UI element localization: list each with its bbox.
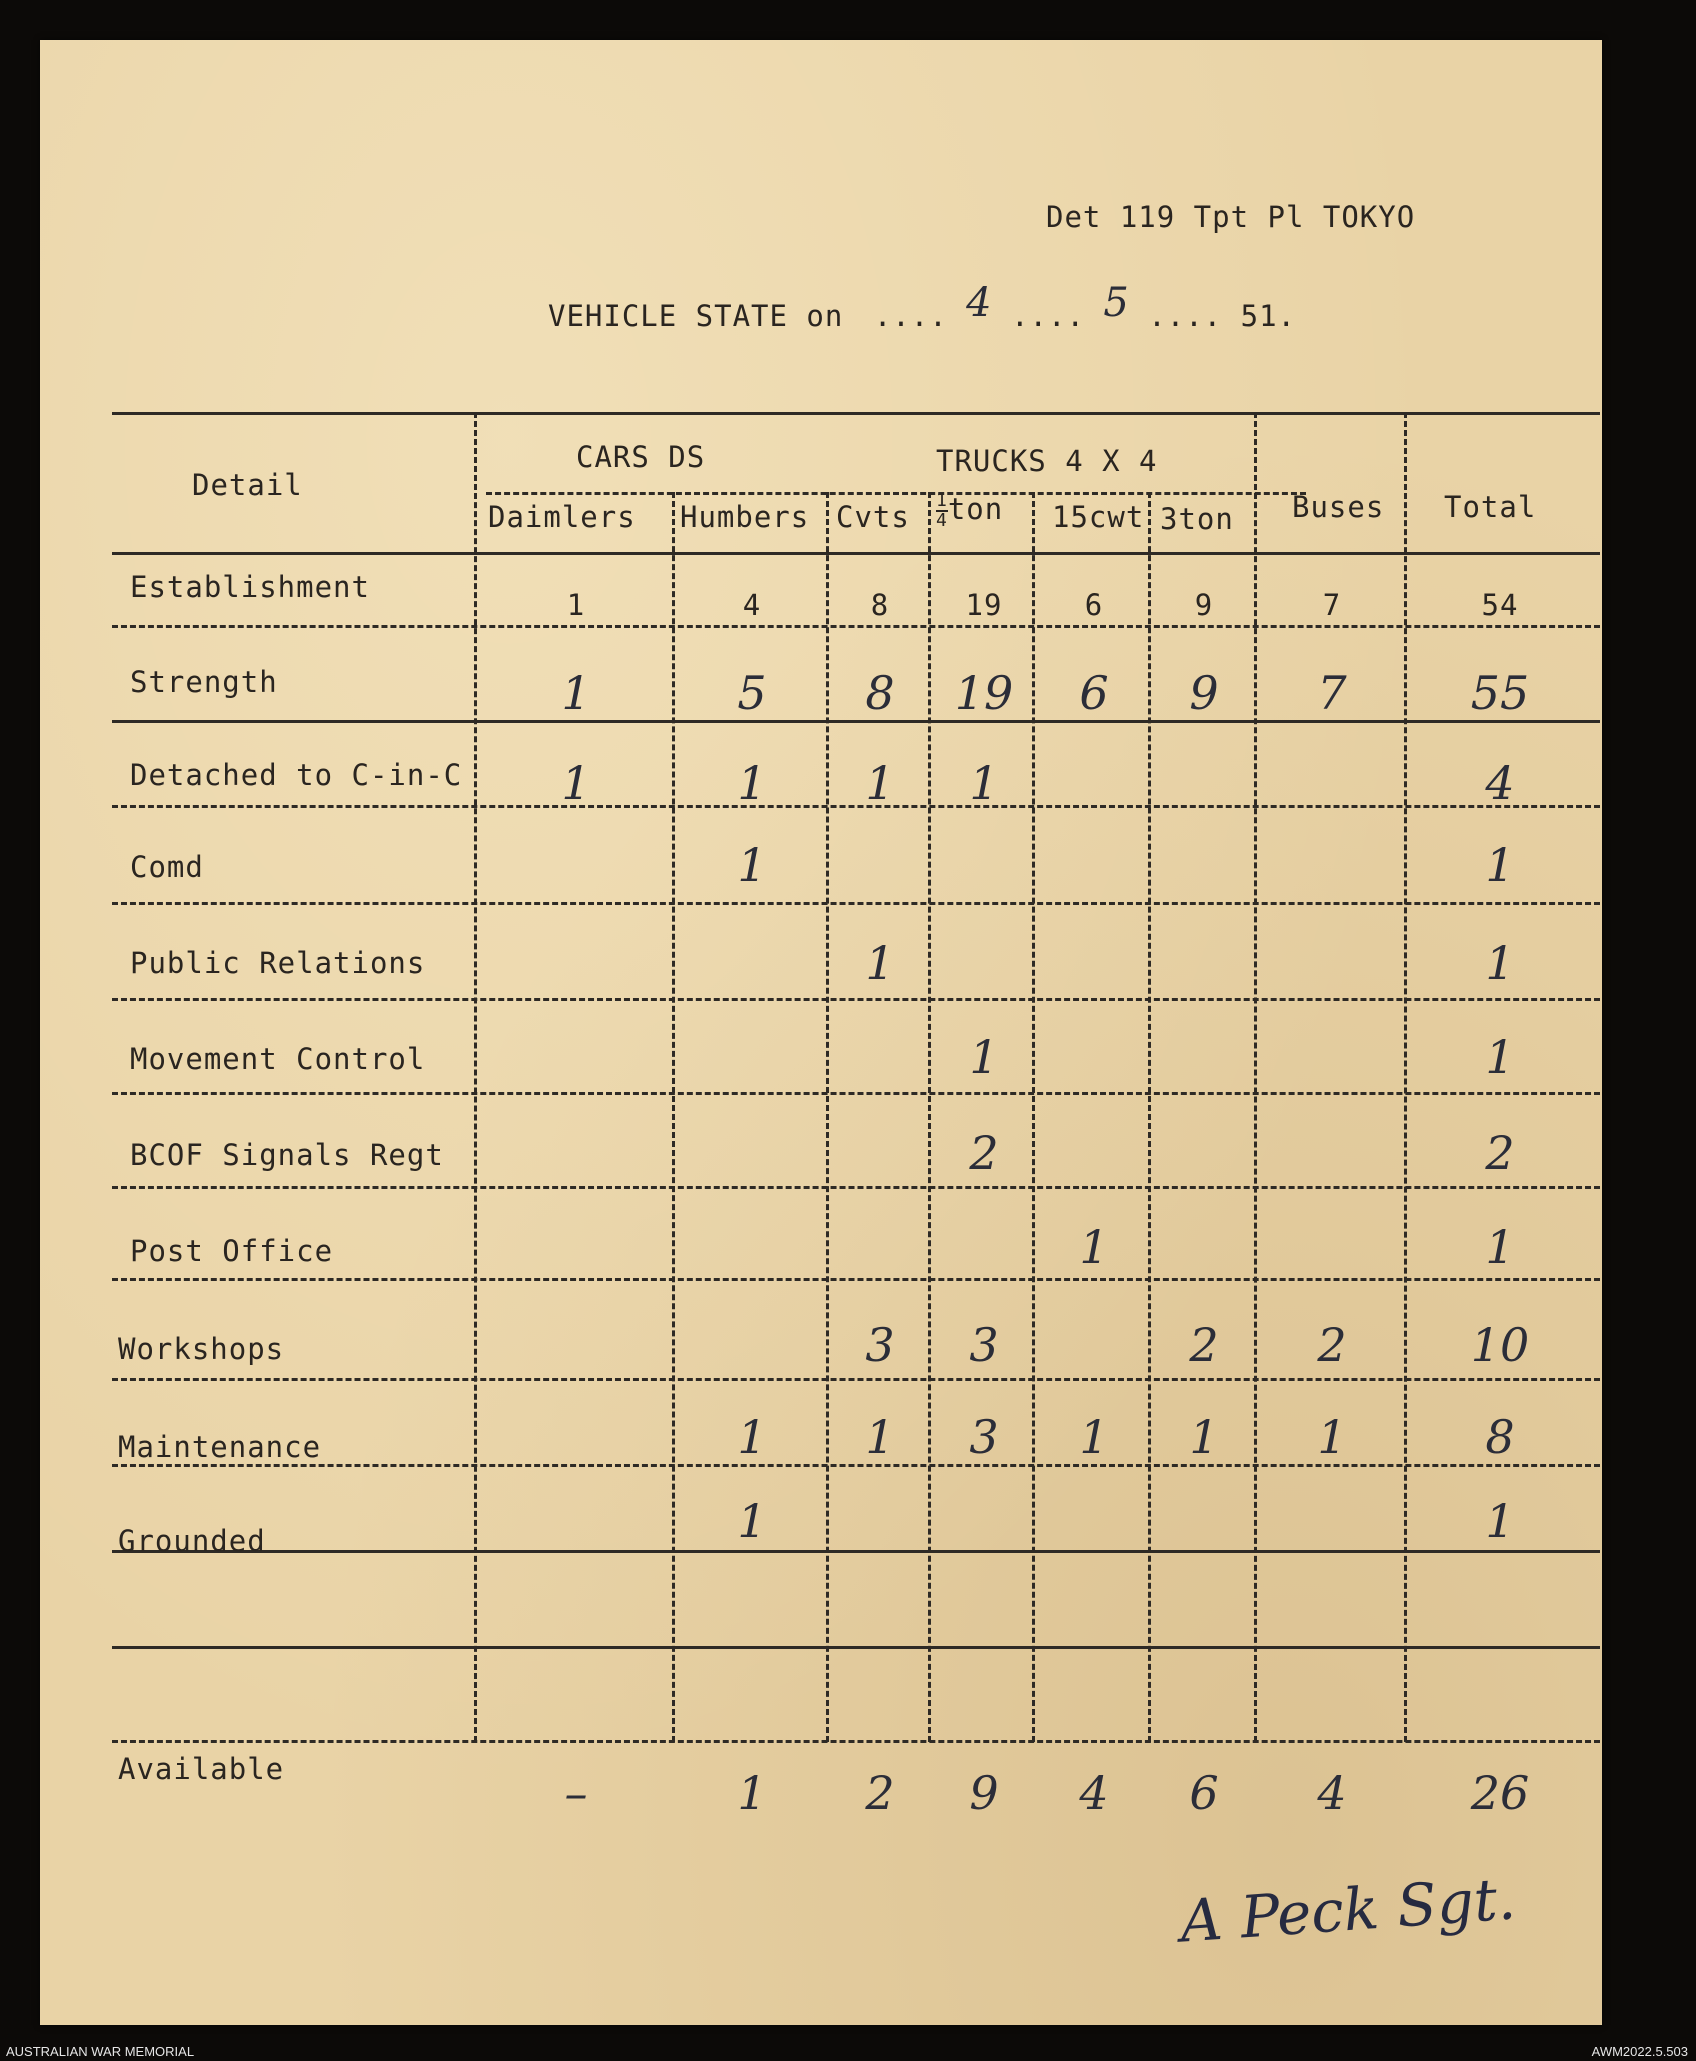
unit-name: Det 119 Tpt Pl TOKYO	[1046, 200, 1416, 234]
cell-value: 10	[1470, 1318, 1530, 1372]
title-dots: ....	[873, 299, 948, 333]
cell-value: 1	[1485, 1030, 1515, 1084]
cell-value: –	[564, 1766, 588, 1820]
cell-value: 8	[870, 588, 890, 622]
cell-value: 54	[1481, 588, 1519, 622]
rule-after-establishment	[112, 625, 1600, 628]
rule-after-comd	[112, 902, 1600, 905]
cell-value: 2	[1485, 1126, 1515, 1180]
table-top-rule	[112, 412, 1600, 415]
row-label: Available	[118, 1752, 285, 1786]
rule-after-maintenance	[112, 1464, 1600, 1467]
quarter-num: 1	[936, 490, 948, 511]
cell-value: 6	[1189, 1766, 1219, 1820]
cell-value: 1	[1079, 1220, 1109, 1274]
cell-value: 1	[566, 588, 586, 622]
cell-value: 1	[865, 756, 895, 810]
col-quarter-ton	[936, 492, 1003, 530]
cell-value: 1	[561, 666, 591, 720]
header-bottom-rule	[112, 552, 1600, 555]
cell-value: 6	[1084, 588, 1104, 622]
row-label: BCOF Signals Regt	[130, 1138, 444, 1172]
cell-value: 9	[1194, 588, 1214, 622]
footer-right: AWM2022.5.503	[1591, 2044, 1688, 2059]
cell-value: 8	[1485, 1410, 1515, 1464]
cell-value: 1	[737, 756, 767, 810]
quarter-den: 4	[936, 510, 948, 531]
detail-header: Detail	[192, 468, 303, 502]
cell-value: 2	[969, 1126, 999, 1180]
cell-value: 1	[969, 1030, 999, 1084]
col-rule-cvts	[928, 492, 931, 1742]
footer-left: AUSTRALIAN WAR MEMORIAL	[6, 2044, 195, 2059]
cell-value: 1	[1317, 1410, 1347, 1464]
cell-value: 19	[965, 588, 1003, 622]
col-rule-daimlers	[672, 492, 675, 1742]
cell-value: 4	[1317, 1766, 1347, 1820]
date-year: 51.	[1240, 299, 1296, 333]
signature: A Peck Sgt.	[1178, 1864, 1518, 1956]
row-label: Establishment	[130, 570, 370, 604]
quarter-unit: ton	[947, 492, 1004, 526]
date-month: 5	[1103, 280, 1130, 326]
cell-value: 8	[865, 666, 895, 720]
cell-value: 26	[1470, 1766, 1530, 1820]
document-page	[40, 40, 1602, 2025]
row-label: Post Office	[130, 1234, 334, 1268]
col-3ton: 3ton	[1160, 502, 1234, 536]
row-label: Detached to C-in-C	[130, 758, 463, 792]
rule-after-detached	[112, 805, 1600, 808]
cell-value: 1	[969, 756, 999, 810]
col-cvts: Cvts	[836, 500, 910, 534]
date-day: 4	[966, 280, 993, 326]
col-rule-quarter-ton	[1032, 492, 1035, 1742]
col-daimlers: Daimlers	[488, 500, 636, 534]
cell-value: 4	[1485, 756, 1515, 810]
cell-value: 1	[1079, 1410, 1109, 1464]
cell-value: 1	[865, 936, 895, 990]
rule-after-strength	[112, 720, 1600, 723]
col-rule-buses	[1404, 412, 1407, 1742]
cell-value: 2	[1317, 1318, 1347, 1372]
title-dots-3: ....	[1148, 299, 1223, 333]
row-label: Maintenance	[118, 1430, 322, 1464]
cell-value: 55	[1470, 666, 1530, 720]
row-label: Workshops	[118, 1332, 285, 1366]
quarter-fraction	[936, 492, 948, 530]
col-rule-humbers	[826, 492, 829, 1742]
cars-ds-header: CARS DS	[576, 440, 706, 474]
rule-after-movement-control	[112, 1092, 1600, 1095]
cell-value: 3	[969, 1410, 999, 1464]
cell-value: 6	[1079, 666, 1109, 720]
cell-value: 19	[954, 666, 1014, 720]
col-buses: Buses	[1292, 490, 1385, 524]
title-prefix: VEHICLE STATE on	[548, 299, 844, 333]
row-label: Strength	[130, 665, 278, 699]
rule-after-signals	[112, 1186, 1600, 1189]
cell-value: 3	[865, 1318, 895, 1372]
cell-value: 1	[737, 1766, 767, 1820]
col-rule-15cwt	[1148, 492, 1151, 1742]
col-15cwt: 15cwt	[1052, 500, 1145, 534]
rule-after-post-office	[112, 1278, 1600, 1281]
cell-value: 1	[737, 838, 767, 892]
cell-value: 1	[1485, 1494, 1515, 1548]
row-label: Movement Control	[130, 1042, 426, 1076]
rule-after-grounded	[112, 1550, 1600, 1553]
cell-value: 9	[969, 1766, 999, 1820]
cell-value: 7	[1322, 588, 1342, 622]
col-rule-detail	[474, 412, 477, 1742]
row-label: Comd	[130, 850, 204, 884]
cell-value: 2	[1189, 1318, 1219, 1372]
rule-before-available	[112, 1646, 1600, 1649]
cell-value: 1	[1189, 1410, 1219, 1464]
col-total: Total	[1444, 490, 1537, 524]
cell-value: 1	[737, 1410, 767, 1464]
cell-value: 1	[1485, 1220, 1515, 1274]
cell-value: 1	[737, 1494, 767, 1548]
cell-value: 3	[969, 1318, 999, 1372]
cell-value: 4	[742, 588, 762, 622]
cell-value: 4	[1079, 1766, 1109, 1820]
cell-value: 1	[865, 1410, 895, 1464]
trucks-header: TRUCKS 4 X 4	[936, 444, 1158, 478]
cell-value: 1	[1485, 838, 1515, 892]
table-bottom-rule	[112, 1740, 1600, 1743]
title-dots-2: ....	[1011, 299, 1085, 333]
col-rule-3ton	[1254, 412, 1257, 1742]
cell-value: 9	[1189, 666, 1219, 720]
vehicle-state-title	[548, 280, 1296, 336]
group-subrule-cars	[486, 492, 1306, 495]
row-label: Grounded	[118, 1524, 266, 1558]
rule-after-public-relations	[112, 998, 1600, 1001]
cell-value: 1	[561, 756, 591, 810]
cell-value: 2	[865, 1766, 895, 1820]
cell-value: 7	[1317, 666, 1347, 720]
cell-value: 5	[737, 666, 767, 720]
row-label: Public Relations	[130, 946, 426, 980]
cell-value: 1	[1485, 936, 1515, 990]
col-humbers: Humbers	[680, 500, 810, 534]
rule-after-workshops	[112, 1378, 1600, 1381]
